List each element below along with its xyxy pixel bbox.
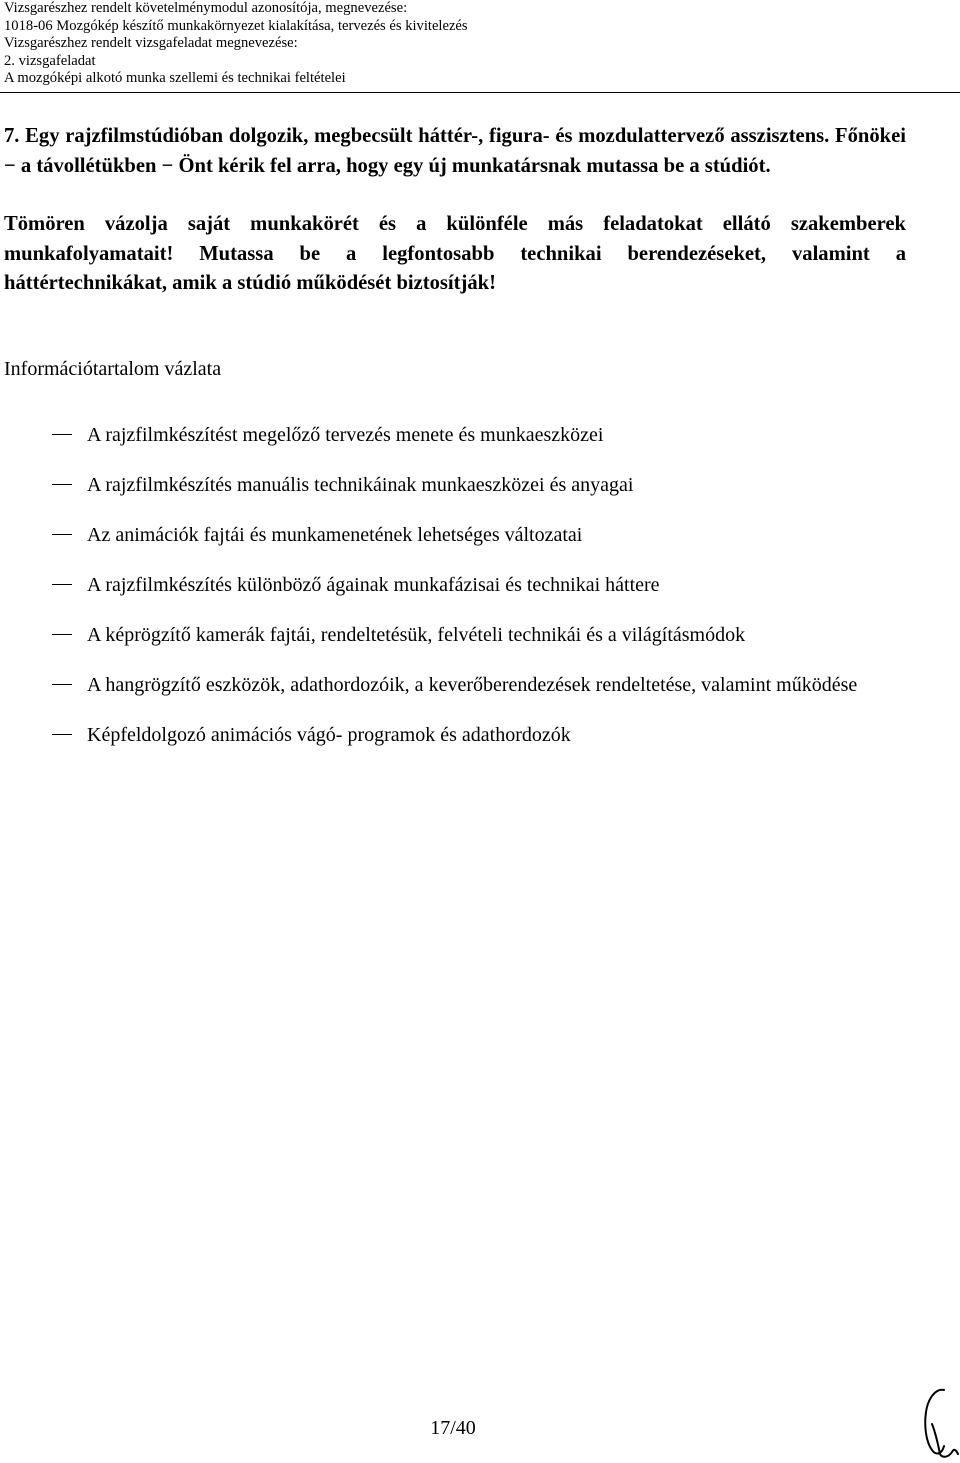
dash-bullet-icon [52, 584, 72, 585]
outline-item-text: A rajzfilmkészítést megelőző tervezés menete és munkaeszközei [87, 424, 604, 446]
outline-list [0, 416, 900, 766]
outline-item-text: Az animációk fajtái és munkamenetének lehetséges változatai [87, 524, 583, 546]
outline-item-text: A rajzfilmkészítés manuális technikáinak munkaeszközei és anyagai [87, 474, 634, 496]
outline-item [0, 716, 877, 754]
dash-bullet-icon [52, 484, 72, 485]
outline-item [0, 516, 877, 554]
outline-item-text: Képfeldolgozó animációs vágó- programok és adathordozók [87, 724, 571, 746]
header-task-name: A mozgóképi alkotó munka szellemi és technikai feltételei [4, 70, 346, 87]
document-header [4, 0, 954, 88]
header-module-name: 1018-06 Mozgókép készítő munkakörnyezet kialakítása, tervezés és kivitelezés [4, 17, 468, 34]
dash-bullet-icon [52, 734, 72, 735]
outline-item [0, 416, 877, 454]
page-number: 17/40 [430, 1417, 476, 1439]
outline-item-text: A rajzfilmkészítés különböző ágainak munkafázisai és technikai háttere [87, 574, 660, 596]
header-divider [0, 92, 960, 93]
outline-item [0, 666, 877, 704]
outline-item-text: A hangrögzítő eszközök, adathordozóik, a keverőberendezések rendeltetése, valamint működése [87, 674, 858, 696]
header-task-label: Vizsgarészhez rendelt vizsgafeladat megnevezése: [4, 35, 298, 52]
dash-bullet-icon [52, 684, 72, 685]
task-paragraph-intro: 7. Egy rajzfilmstúdióban dolgozik, megbecsült háttér-, figura- és mozdulattervező asszisztens. Főnökei − a távollétükben − Önt kérik fel arra, hogy egy új munkatársnak mutassa be a stúdiót. [4, 125, 906, 177]
task-paragraph-instructions: Tömören vázolja saját munkakörét és a különféle más feladatokat ellátó szakemberek munkafolyamatait! Mutassa be a legfontosabb technikai berendezéseket, valamint a háttértechnikákat, amik a stúdió működését biztosítják! [4, 213, 906, 294]
outline-title: Információtartalom vázlata [4, 358, 222, 380]
dash-bullet-icon [52, 434, 72, 435]
dash-bullet-icon [52, 534, 72, 535]
outline-item [0, 616, 877, 654]
outline-item-text: A képrögzítő kamerák fajtái, rendeltetésük, felvételi technikái és a világításmódok [87, 624, 746, 646]
task-description [4, 122, 906, 299]
outline-item [0, 566, 877, 604]
header-module-label: Vizsgarészhez rendelt követelménymodul azonosítója, megnevezése: [4, 0, 408, 16]
header-task-number: 2. vizsgafeladat [4, 52, 96, 69]
outline-item [0, 466, 877, 504]
handwritten-signature [918, 1384, 960, 1462]
dash-bullet-icon [52, 634, 72, 635]
